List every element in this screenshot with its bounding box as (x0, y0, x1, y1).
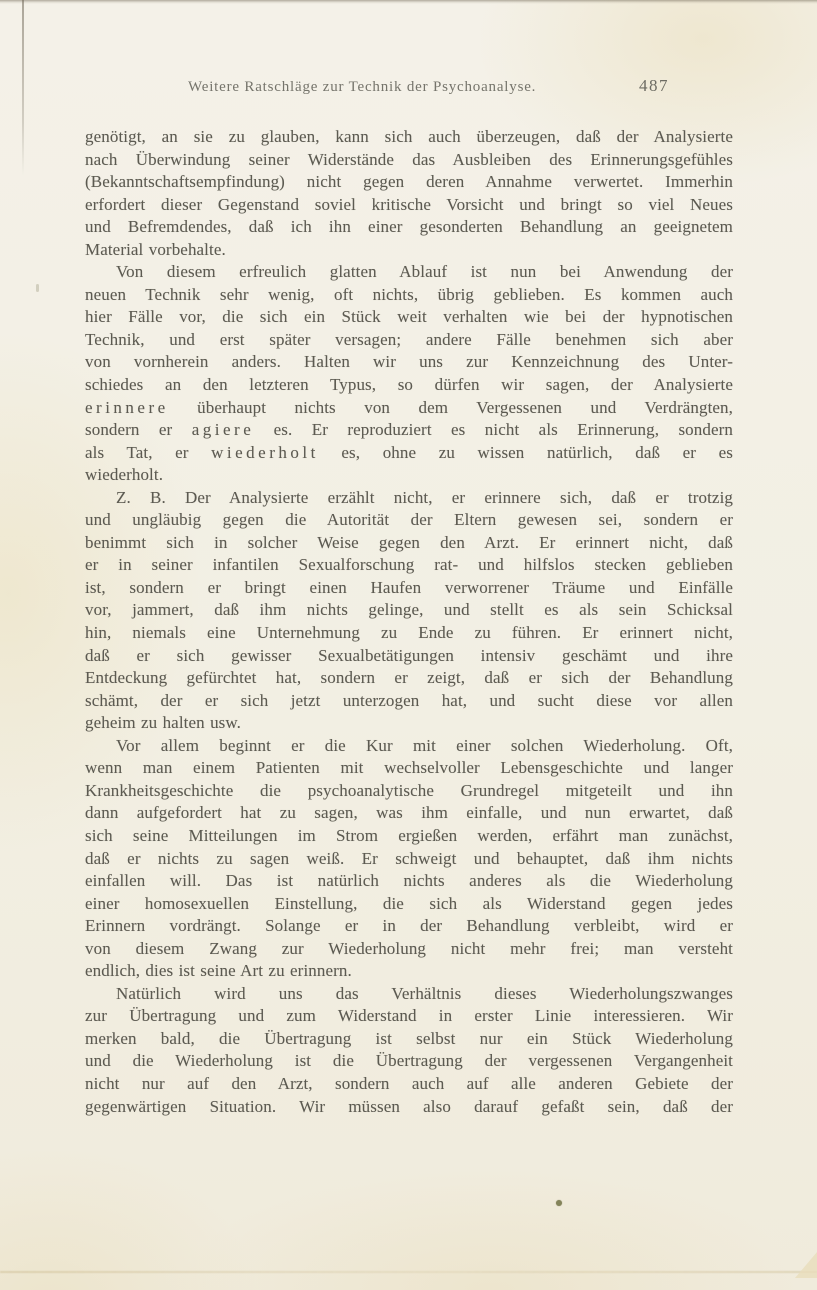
page-crease (0, 1271, 817, 1273)
text-line: Erinnern vordrängt. Solange er in der Behandlung verbleibt, wird er (85, 916, 733, 936)
emphasized-word: agiere (191, 420, 255, 440)
paragraph (85, 983, 733, 1118)
text-line: Technik, und erst später versagen; andere Fälle benehmen sich aber (85, 329, 733, 349)
text-line: genötigt, an sie zu glauben, kann sich auch überzeugen, daß der Analysierte (85, 127, 733, 146)
text-body (85, 126, 733, 1118)
header-title: Weitere Ratschläge zur Technik der Psychoanalyse. (188, 79, 537, 95)
text-line: einer homosexuellen Einstellung, die sich als Widerstand gegen jedes (85, 893, 733, 913)
text-line: von diesem Zwang zur Wiederholung nicht mehr frei; man versteht (85, 938, 733, 958)
text-line: daß er sich gewisser Sexualbetätigungen intensiv geschämt und ihre (85, 645, 733, 665)
text-line: vor, jammert, daß ihm nichts gelinge, und stellt es als sein Schicksal (85, 600, 733, 620)
text-line: Entdeckung gefürchtet hat, sondern er zeigt, daß er sich der Behandlung (85, 668, 733, 688)
text-line: einfallen will. Das ist natürlich nichts anderes als die Wiederholung (85, 871, 733, 891)
paragraph (85, 735, 733, 983)
text-line: Krankheitsgeschichte die psychoanalytische Grundregel mitgeteilt und ihn (85, 780, 733, 800)
margin-speck (36, 284, 39, 292)
text-line: nach Überwindung seiner Widerstände das Ausbleiben des Erinnerungsgefühles (85, 149, 733, 169)
text-line: und ungläubig gegen die Autorität der Eltern gewesen sei, sondern er (85, 510, 733, 530)
text-line: Von diesem erfreulich glatten Ablauf ist nun bei Anwendung der (116, 262, 733, 282)
text-line: geheim zu halten usw. (85, 713, 242, 733)
text-line: erfordert dieser Gegenstand soviel kritische Vorsicht und bringt so viel Neues (85, 194, 733, 214)
text-line: und Befremdendes, daß ich ihn einer gesonderten Behandlung an geeignetem (85, 217, 733, 237)
text-line: endlich, dies ist seine Art zu erinnern. (85, 961, 352, 981)
paragraph (85, 126, 733, 261)
emphasized-word: erinnere (85, 397, 169, 417)
text-line: dann aufgefordert hat zu sagen, was ihm einfalle, und nun erwartet, daß (85, 803, 733, 823)
ink-dot (556, 1200, 562, 1206)
text-line: von vornherein anders. Halten wir uns zur Kennzeichnung des Unter- (85, 352, 733, 372)
paragraph (85, 487, 733, 735)
text-line: Vor allem beginnt er die Kur mit einer solchen Wiederholung. Oft, (116, 735, 733, 755)
text-line: Material vorbehalte. (85, 239, 226, 259)
text-line: benimmt sich in solcher Weise gegen den Arzt. Er erinnert nicht, daß (85, 532, 733, 552)
text-line: sondern er agiere es. Er reproduziert es nicht als Erinnerung, sondern (85, 420, 733, 440)
text-line: sich seine Mitteilungen im Strom ergießen werden, erfährt man zunächst, (85, 825, 733, 845)
text-line: (Bekanntschaftsempfindung) nicht gegen deren Annahme verwertet. Immerhin (85, 172, 733, 192)
text-line: hin, niemals eine Unternehmung zu Ende zu führen. Er erinnert nicht, (85, 623, 733, 643)
corner-fold (795, 1252, 817, 1278)
text-line: gegenwärtigen Situation. Wir müssen also darauf gefaßt sein, daß der (85, 1096, 733, 1116)
text-line: Z. B. Der Analysierte erzählt nicht, er erinnere sich, daß er trotzig (116, 487, 733, 507)
text-line: schämt, der er sich jetzt unterzogen hat, und sucht diese vor allen (85, 690, 733, 710)
text-line: wiederholt. (85, 465, 164, 485)
text-line: ist, sondern er bringt einen Haufen verworrener Träume und Einfälle (85, 577, 733, 597)
text-line: zur Übertragung und zum Widerstand in erster Linie interessieren. Wir (85, 1006, 733, 1026)
text-line: als Tat, er wiederholt es, ohne zu wissen natürlich, daß er es (85, 442, 733, 462)
text-line: merken bald, die Übertragung ist selbst nur ein Stück Wiederholung (85, 1028, 733, 1048)
paragraph (85, 261, 733, 486)
text-line: nicht nur auf den Arzt, sondern auch auf alle anderen Gebiete der (85, 1073, 733, 1093)
text-line: und die Wiederholung ist die Übertragung der vergessenen Vergangenheit (85, 1051, 733, 1071)
text-line: neuen Technik sehr wenig, oft nichts, übrig geblieben. Es kommen auch (85, 284, 733, 304)
text-line: Natürlich wird uns das Verhältnis dieses Wiederholungszwanges (116, 983, 733, 1003)
page-number: 487 (639, 76, 669, 95)
running-header (0, 0, 817, 110)
text-line: erinnere überhaupt nichts von dem Vergessenen und Verdrängten, (85, 397, 733, 417)
text-line: wenn man einem Patienten mit wechselvoller Lebensgeschichte und langer (85, 758, 733, 778)
text-line: schiedes an den letzteren Typus, so dürfen wir sagen, der Analysierte (85, 375, 733, 395)
text-line: er in seiner infantilen Sexualforschung rat- und hilfslos stecken geblieben (85, 555, 733, 575)
emphasized-word: wiederholt (211, 442, 319, 462)
text-line: hier Fälle vor, die sich ein Stück weit verhalten wie bei der hypnotischen (85, 307, 733, 327)
text-line: daß er nichts zu sagen weiß. Er schweigt und behauptet, daß ihm nichts (85, 848, 733, 868)
